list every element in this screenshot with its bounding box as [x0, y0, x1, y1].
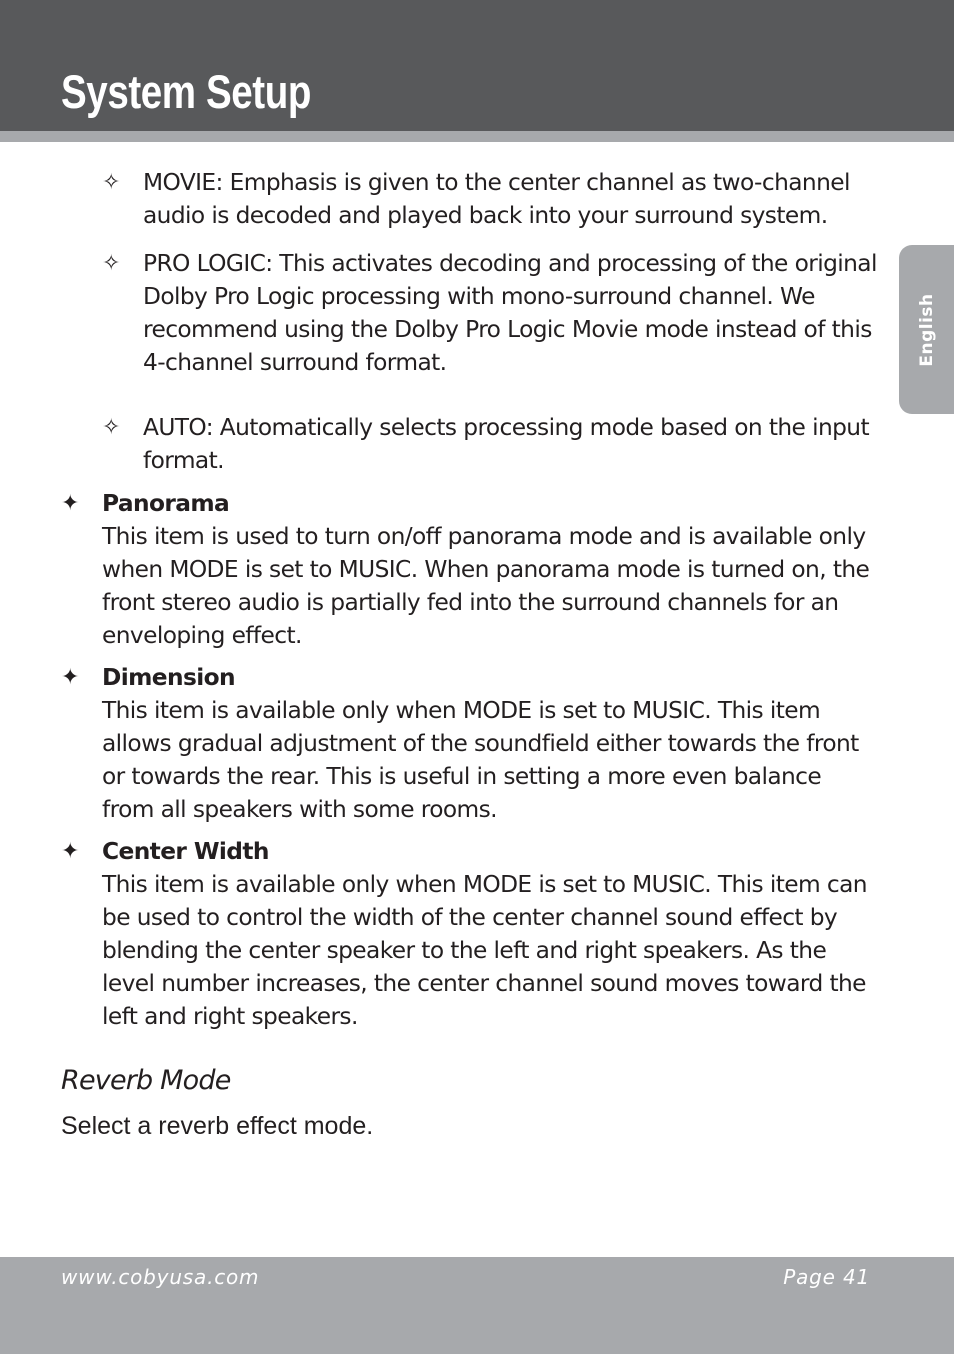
- page-number: Page 41: [783, 1265, 870, 1289]
- outline-star-icon: ✧: [102, 415, 120, 440]
- item-center-width: [61, 835, 876, 1033]
- header-rule: [0, 131, 954, 142]
- filled-star-icon: ✦: [61, 839, 79, 864]
- item-description: This item is available only when MODE is set to MUSIC. This item can be used to control the width of the center channel sound effect by blending the center speaker to the left and right speakers. As the level number increases, the center channel sound moves toward the left and right speakers.: [102, 871, 867, 1030]
- language-tab: [899, 245, 954, 414]
- sub-item-movie: [102, 166, 877, 232]
- section-text: Select a reverb effect mode.: [61, 1112, 374, 1140]
- outline-star-icon: ✧: [102, 251, 120, 276]
- page-title: System Setup: [61, 65, 311, 118]
- outline-star-icon: ✧: [102, 170, 120, 195]
- language-tab-label: English: [916, 292, 937, 367]
- sub-item-text: MOVIE: Emphasis is given to the center channel as two-channel audio is decoded and played back into your surround system.: [143, 169, 850, 229]
- filled-star-icon: ✦: [61, 665, 79, 690]
- item-heading: Panorama: [102, 490, 230, 517]
- item-dimension: [61, 661, 876, 826]
- sub-item-pro-logic: [102, 247, 877, 379]
- item-heading: Dimension: [102, 664, 236, 691]
- sub-item-auto: [102, 411, 877, 477]
- filled-star-icon: ✦: [61, 491, 79, 516]
- item-description: This item is available only when MODE is set to MUSIC. This item allows gradual adjustment of the soundfield either towards the front or towards the rear. This is useful in setting a more even balance from all speakers with some rooms.: [102, 697, 859, 823]
- item-heading: Center Width: [102, 838, 269, 865]
- footer-url: www.cobyusa.com: [61, 1265, 260, 1289]
- item-description: This item is used to turn on/off panorama mode and is available only when MODE is set to MUSIC. When panorama mode is turned on, the front stereo audio is partially fed into the surround channels for an enveloping effect.: [102, 523, 870, 649]
- sub-item-text: PRO LOGIC: This activates decoding and processing of the original Dolby Pro Logic processing with mono-surround channel. We recommend using the Dolby Pro Logic Movie mode instead of this 4-channel surround format.: [143, 250, 877, 376]
- item-panorama: [61, 487, 876, 652]
- sub-item-text: AUTO: Automatically selects processing mode based on the input format.: [143, 414, 870, 474]
- section-heading: Reverb Mode: [61, 1065, 231, 1096]
